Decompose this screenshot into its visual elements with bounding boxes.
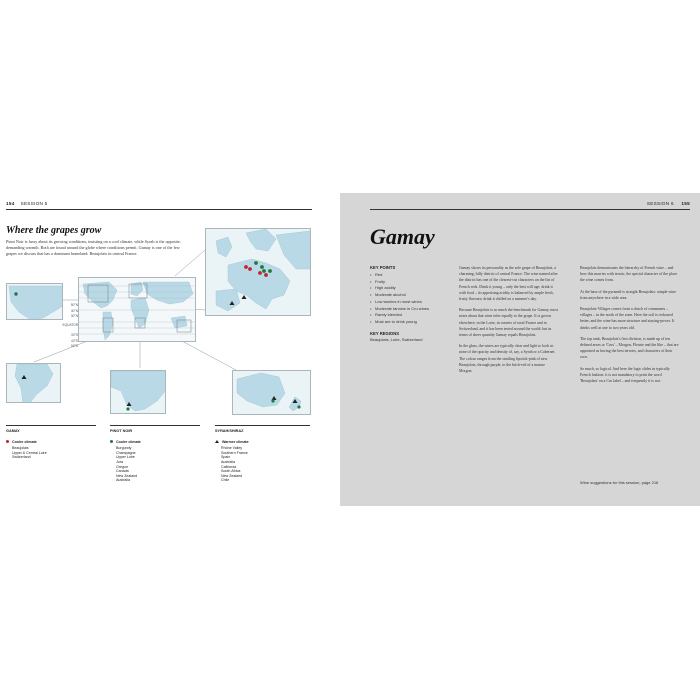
pinot-marker-upper-loire xyxy=(268,269,272,273)
legend-item: Spain xyxy=(221,455,231,460)
legend-item: Australia xyxy=(116,478,130,483)
legend-syrah-heading: SYRAH/SHIRAZ xyxy=(215,425,310,434)
legend-item: New Zealand xyxy=(116,473,138,478)
gamay-marker-loire-central xyxy=(248,267,252,271)
legend-item: Australia xyxy=(221,459,235,464)
key-points-panel xyxy=(370,265,450,343)
legend-item: Champagne xyxy=(116,450,136,455)
pinot-marker-jura xyxy=(262,269,266,273)
legend-item: Rhône Valley xyxy=(221,446,243,451)
body-column-2 xyxy=(580,265,680,389)
key-point-item: • Red xyxy=(370,272,450,279)
right-header-rule xyxy=(370,209,690,210)
legend-pinot-subheading: Cooler climate xyxy=(116,439,141,444)
legend-syrah xyxy=(215,425,310,483)
body-column-1 xyxy=(459,265,559,379)
red-dot-icon xyxy=(6,440,9,443)
key-point-item: • Rarely blended xyxy=(370,312,450,319)
legend-item: Upper & Central Loire xyxy=(12,450,47,455)
body-paragraph: At the base of the pyramid is straight Beaujolais: simple wine from anywhere in a wide area. xyxy=(580,289,676,300)
key-point-item: • Moderate tannins in Cru wines xyxy=(370,306,450,313)
key-regions-text: Beaujolais, Loire, Switzerland xyxy=(370,336,423,342)
body-paragraph: Because Beaujolais is so much the benchmark for Gamay, most notes about that wine refer equally to the grape. It is grown elsewhere, in the Loire, in corners of rural France and in Switzerland, and it has been tested around the world; but in terms of sheer quantity Gamay equals Beaujolais. xyxy=(459,308,558,338)
lat-40s: 40°S xyxy=(71,338,78,343)
north-america-inset-map xyxy=(6,283,63,320)
gamay-marker-loire xyxy=(244,265,248,269)
world-continents xyxy=(83,282,193,340)
legend-item: Canada xyxy=(116,469,129,474)
body-paragraph: So much, so logical. And here the logic slides in typically French fashion: it is not mandatory to print the word 'Beaujolais' on a Cru label – and frequently it is not. xyxy=(580,366,670,384)
south-america-landmass xyxy=(15,364,53,403)
body-paragraph: Gamay shows its personality as the sole grape of Beaujolais, a charming, hilly district of central France. The wine named after the district has one of the clearest-cut characters on the list of French reds. Drink it young – only the best will age; drink it with food – its appetising acidity is balanced by ample fresh, fruity flavours; drink it chilled on a summer's day. xyxy=(459,266,558,302)
legend-item: South Africa xyxy=(221,469,241,474)
legend-item: New Zealand xyxy=(221,473,243,478)
south-america-inset-map xyxy=(6,363,61,403)
left-intro-text: Pinot Noir is fussy about its growing conditions, insisting on a cool climate, while Syrah is the opposite, demanding warmth. Both are found around the globe where conditions permit. Gamay is one of the few grapes we discuss that has a dominant homeland: Beaujolais in central France. xyxy=(6,239,181,256)
lat-30s: 30°S xyxy=(71,332,78,337)
key-point-item: • Moderate alcohol xyxy=(370,292,450,299)
legend-pinot-heading: PINOT NOIR xyxy=(110,425,200,434)
legend-item: Jura xyxy=(116,459,123,464)
gamay-marker-switzerland xyxy=(264,273,268,277)
left-session-label: SESSION 5 xyxy=(20,201,48,206)
key-regions-heading: KEY REGIONS xyxy=(370,330,400,336)
australia-landmass xyxy=(237,373,285,407)
scandinavia-landmass xyxy=(246,229,276,251)
legend-item: Chile xyxy=(221,478,230,483)
legend-syrah-subheading: Warmer climate xyxy=(222,439,249,444)
right-folio xyxy=(647,201,690,206)
lat-50n: 50°N xyxy=(70,303,78,307)
pinot-marker-south-africa xyxy=(126,407,129,410)
right-page-number: 155 xyxy=(681,201,690,206)
world-map-connectors xyxy=(0,0,340,700)
legend-item: California xyxy=(221,464,237,469)
australasia-inset-map xyxy=(232,370,311,415)
legend-item: Upper Loire xyxy=(116,455,135,460)
pinot-marker-new-zealand xyxy=(297,405,300,408)
body-paragraph: Beaujolais-Villages comes from a clutch of communes – villages – in the north of the zone. Here the soil is reckoned better, and the wine has more structure and staying-power. It drinks well at one to two years old. xyxy=(580,307,675,330)
lat-40n: 40°N xyxy=(70,308,78,313)
right-session-label: SESSION 6 xyxy=(646,201,674,206)
lat-equator: EQUATOR xyxy=(62,323,78,328)
legend-pinot-noir xyxy=(110,425,200,483)
legend-item: Oregon xyxy=(116,464,128,469)
triangle-icon xyxy=(215,440,219,443)
usa-landmass xyxy=(9,286,63,320)
lat-30n: 30°N xyxy=(70,314,78,319)
left-page-number: 154 xyxy=(6,201,15,206)
syrah-marker-rhone xyxy=(242,295,247,299)
uk-landmass xyxy=(216,237,232,257)
pinot-marker-australia xyxy=(271,399,274,402)
south-africa-landmass xyxy=(111,371,166,411)
south-africa-inset-map xyxy=(110,370,166,414)
legend-item: Beaujolais xyxy=(12,446,29,451)
body-paragraph: Beaujolais demonstrates the hierarchy of French wine – and how this marries with terroir, the special character of the place the wine comes from. xyxy=(580,266,678,283)
key-point-item: • Fruity xyxy=(370,279,450,286)
lat-50s: 50°S xyxy=(71,344,78,349)
key-points-list xyxy=(370,272,450,326)
green-dot-icon xyxy=(110,440,113,443)
pinot-marker-champagne xyxy=(254,261,258,265)
legend-gamay xyxy=(6,425,96,460)
legend-item: Southern France xyxy=(221,450,248,455)
gamay-marker-beaujolais xyxy=(258,271,262,275)
wine-suggestions-footnote: Wine suggestions for this session, page 216 xyxy=(580,480,659,485)
world-map xyxy=(78,277,196,342)
body-paragraph: In the glass, the wines are typically clear and light to look at: none of the opacity and density of, say, a Syrah or a Cabernet. The colour ranges from the startling lipstick-pink of new Beaujolais, through purple, to the brick-red of a mature Morgon. xyxy=(459,344,556,374)
europe-inset-map xyxy=(205,228,311,316)
key-point-item: • High acidity xyxy=(370,285,450,292)
legend-gamay-subheading: Cooler climate xyxy=(12,439,37,444)
key-point-item: • Low tannins in most wines xyxy=(370,299,450,306)
eastern-europe-landmass xyxy=(276,231,311,269)
iberia-landmass xyxy=(216,289,240,311)
right-page xyxy=(340,193,700,506)
right-page-title: Gamay xyxy=(370,224,435,249)
pinot-marker-burgundy xyxy=(260,265,264,269)
key-point-item: • Most are to drink young xyxy=(370,319,450,326)
left-page-title: Where the grapes grow xyxy=(6,225,102,236)
key-points-heading: KEY POINTS xyxy=(370,265,396,270)
body-paragraph: The top rank, Beaujolais's first division, is made up of ten defined areas or 'Crus' – Morgon, Fleurie and the like – that are appraised as having the best terroirs, and characters of their own. xyxy=(580,336,679,360)
pinot-marker-oregon xyxy=(14,292,17,295)
legend-gamay-heading: GAMAY xyxy=(6,425,96,434)
legend-item: Switzerland xyxy=(12,455,31,460)
legend-item: Burgundy xyxy=(116,446,132,451)
